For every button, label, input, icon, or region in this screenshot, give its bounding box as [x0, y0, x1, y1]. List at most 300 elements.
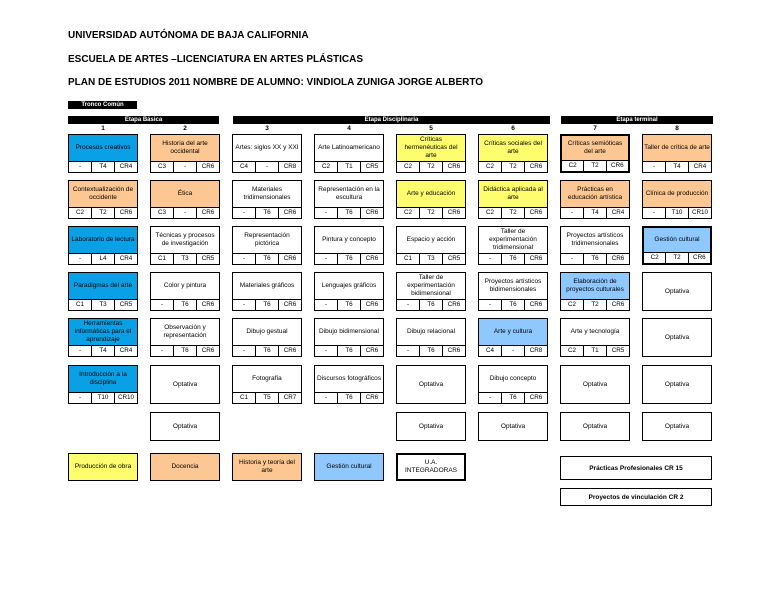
- course-cell: [396, 272, 466, 311]
- course-name: Fotografía: [252, 375, 282, 382]
- course-cell: [642, 412, 712, 441]
- course-name: Arte y tecnología: [570, 328, 620, 335]
- course-name: Historia del arte occidental: [162, 140, 208, 155]
- course-name: Color y pintura: [163, 282, 207, 289]
- course-code: CR6: [278, 346, 301, 356]
- course-name: Materiales gráficos: [239, 282, 295, 289]
- course-name: Paradigmas del arte: [73, 282, 133, 289]
- course-cell: [150, 134, 220, 173]
- course-codes: [233, 207, 301, 218]
- course-code: CR6: [524, 254, 547, 264]
- course-code: CR6: [442, 300, 465, 310]
- course-cell: [478, 272, 548, 311]
- course-code: CR6: [524, 208, 547, 218]
- course-code: CR8: [524, 346, 547, 356]
- course-name: Representación pictórica: [244, 232, 290, 247]
- course-name: Didáctica aplicada al arte: [483, 186, 543, 201]
- course-code: CR4: [606, 208, 629, 218]
- course-cell: [396, 180, 466, 219]
- course-codes: [233, 345, 301, 356]
- course-code: -: [324, 255, 328, 262]
- course-cell: [68, 134, 138, 173]
- course-cell: [314, 226, 384, 265]
- course-cell: [150, 453, 220, 481]
- course-code: C2: [568, 162, 577, 169]
- course-code: T1: [583, 346, 606, 356]
- course-codes: [69, 207, 137, 218]
- course-cell: [150, 412, 220, 441]
- course-code: -: [652, 209, 656, 216]
- course-name: Optativa: [664, 333, 690, 341]
- course-code: T6: [583, 254, 606, 264]
- course-code: CR4: [688, 162, 711, 172]
- course-code: -: [160, 301, 164, 308]
- course-code: T3: [91, 300, 114, 310]
- course-code: -: [242, 255, 246, 262]
- course-code: T2: [665, 253, 687, 263]
- course-code: T6: [255, 208, 278, 218]
- course-code: T6: [173, 300, 196, 310]
- course-name: Taller de experimentación tridimensional: [489, 228, 537, 251]
- course-codes: [479, 253, 547, 264]
- course-cell: [232, 180, 302, 219]
- course-code: T6: [173, 346, 196, 356]
- course-codes: [151, 253, 219, 264]
- course-cell: [478, 318, 548, 357]
- course-code: CR6: [196, 300, 219, 310]
- course-codes: [151, 299, 219, 310]
- course-codes: [69, 161, 137, 172]
- course-cell: [642, 365, 712, 404]
- course-code: CR6: [524, 162, 547, 172]
- course-code: CR7: [278, 393, 301, 403]
- course-cell: [68, 180, 138, 219]
- course-code: -: [570, 209, 574, 216]
- course-codes: [315, 345, 383, 356]
- course-code: CR4: [114, 254, 137, 264]
- course-cell: [150, 318, 220, 357]
- course-code: CR6: [278, 208, 301, 218]
- course-cell: [642, 272, 712, 311]
- column-number-8: 8: [675, 125, 679, 132]
- course-name: Procesos creativos: [75, 144, 131, 151]
- course-code: CR6: [360, 300, 383, 310]
- course-cell: [68, 453, 138, 481]
- course-code: CR4: [114, 346, 137, 356]
- course-name: Técnicas y procesos de investigación: [155, 232, 215, 247]
- course-name: Historia y teoría del arte: [239, 459, 295, 474]
- course-name: Optativa: [500, 422, 526, 430]
- course-code: C3: [157, 209, 167, 216]
- course-name: Optativa: [418, 380, 444, 388]
- university-title: UNIVERSIDAD AUTÓNOMA DE BAJA CALIFORNIA: [68, 30, 309, 41]
- course-code: C2: [485, 163, 495, 170]
- course-codes: [397, 253, 465, 264]
- plan-title: PLAN DE ESTUDIOS 2011 NOMBRE DE ALUMNO: VINDIOLA ZUNIGA JORGE ALBERTO: [68, 77, 484, 88]
- course-code: -: [78, 394, 82, 401]
- course-code: T6: [337, 254, 360, 264]
- course-cell: [150, 226, 220, 265]
- course-code: C3: [157, 163, 167, 170]
- column-number-2: 2: [183, 125, 187, 132]
- course-code: -: [78, 255, 82, 262]
- course-cell: [478, 365, 548, 404]
- course-codes: [397, 299, 465, 310]
- course-cell: [150, 180, 220, 219]
- course-code: T6: [419, 346, 442, 356]
- practicas-profesionales: Prácticas Profesionales CR 15: [560, 456, 712, 480]
- course-name: Ética: [177, 190, 193, 197]
- course-code: CR10: [114, 393, 137, 403]
- course-name: Dibujo gestual: [246, 328, 288, 335]
- course-cell: [642, 226, 712, 265]
- course-name: Introducción a la disciplina: [79, 371, 127, 386]
- course-code: -: [652, 163, 656, 170]
- course-name: Proyectos artísticos bidimensionales: [484, 278, 542, 293]
- course-codes: [479, 299, 547, 310]
- course-code: T6: [337, 300, 360, 310]
- course-codes: [479, 207, 547, 218]
- column-number-5: 5: [429, 125, 433, 132]
- course-codes: [562, 160, 628, 171]
- course-code: C2: [650, 254, 659, 261]
- course-code: CR4: [114, 162, 137, 172]
- course-code: C1: [157, 255, 167, 262]
- course-code: CR6: [606, 161, 628, 171]
- course-codes: [315, 207, 383, 218]
- course-cell: [314, 272, 384, 311]
- course-code: T2: [91, 208, 114, 218]
- course-codes: [397, 161, 465, 172]
- course-codes: [479, 161, 547, 172]
- course-codes: [233, 392, 301, 403]
- course-codes: [69, 299, 137, 310]
- course-name: Críticas sociales del arte: [484, 140, 542, 155]
- course-cell: [232, 226, 302, 265]
- column-number-1: 1: [101, 125, 105, 132]
- course-code: -: [173, 208, 196, 218]
- etapa-terminal-label: Etapa terminal: [561, 116, 713, 124]
- course-cell: [560, 134, 630, 173]
- course-code: T2: [419, 208, 442, 218]
- course-codes: [315, 253, 383, 264]
- course-cell: [396, 226, 466, 265]
- course-code: CR6: [606, 254, 629, 264]
- course-cell: [232, 134, 302, 173]
- course-name: Herramientas informáticas para el aprendizaje: [74, 320, 132, 343]
- column-number-3: 3: [265, 125, 269, 132]
- course-cell: [68, 365, 138, 404]
- course-code: C2: [75, 209, 85, 216]
- course-code: T6: [337, 346, 360, 356]
- course-name: Optativa: [664, 380, 690, 388]
- course-code: T6: [501, 254, 524, 264]
- proyectos-vinculacion: Proyectos de vinculación CR 2: [560, 488, 712, 506]
- course-codes: [151, 161, 219, 172]
- course-codes: [561, 253, 629, 264]
- course-cell: [150, 365, 220, 404]
- column-number-7: 7: [593, 125, 597, 132]
- course-codes: [397, 207, 465, 218]
- course-cell: [642, 318, 712, 357]
- course-name: Dibujo bidimensional: [319, 328, 379, 335]
- course-code: -: [78, 163, 82, 170]
- course-code: CR6: [196, 208, 219, 218]
- course-name: Docencia: [171, 463, 199, 470]
- course-name: Optativa: [582, 380, 608, 388]
- etapa-disciplinaria-label: Etapa Disciplinaria: [233, 116, 550, 124]
- course-code: CR6: [524, 393, 547, 403]
- course-name: Lenguajes gráficos: [321, 282, 377, 289]
- course-cell: [232, 318, 302, 357]
- course-name: Optativa: [418, 422, 444, 430]
- course-code: T10: [665, 208, 688, 218]
- course-name: Elaboración de proyectos culturales: [566, 278, 624, 293]
- course-code: T6: [419, 300, 442, 310]
- course-code: T3: [173, 254, 196, 264]
- course-cell: [478, 226, 548, 265]
- course-code: -: [242, 347, 246, 354]
- course-code: T6: [255, 346, 278, 356]
- course-code: CR10: [688, 208, 711, 218]
- course-cell: [560, 318, 630, 357]
- course-name: Optativa: [172, 422, 198, 430]
- course-code: -: [78, 347, 82, 354]
- course-code: CR6: [606, 300, 629, 310]
- course-name: Optativa: [172, 380, 198, 388]
- course-cell: [396, 134, 466, 173]
- course-name: Dibujo relacional: [406, 328, 456, 335]
- course-name: Espacio y acción: [406, 236, 456, 243]
- course-code: CR6: [278, 254, 301, 264]
- course-codes: [643, 207, 711, 218]
- course-name: Prácticas en educación artística: [567, 186, 623, 201]
- column-number-4: 4: [347, 125, 351, 132]
- course-name: Taller de experimentación bidimensional: [407, 274, 455, 297]
- course-code: CR6: [688, 253, 710, 263]
- course-codes: [479, 345, 547, 356]
- course-code: -: [488, 301, 492, 308]
- course-codes: [69, 253, 137, 264]
- course-code: CR5: [442, 254, 465, 264]
- course-name: Discursos fotográficos: [317, 375, 381, 382]
- course-cell: [314, 134, 384, 173]
- course-codes: [151, 207, 219, 218]
- course-code: C4: [239, 163, 249, 170]
- course-code: CR8: [278, 162, 301, 172]
- course-code: T5: [255, 393, 278, 403]
- course-name: Producción de obra: [74, 463, 132, 470]
- course-codes: [69, 345, 137, 356]
- course-codes: [151, 345, 219, 356]
- course-code: CR6: [196, 162, 219, 172]
- course-code: T2: [501, 208, 524, 218]
- course-cell: [68, 272, 138, 311]
- course-name: Materiales tridimensionales: [243, 186, 291, 201]
- course-cell: [68, 226, 138, 265]
- course-code: -: [255, 162, 278, 172]
- course-name: Representación en la escultura: [318, 186, 380, 201]
- course-name: Arte y educación: [406, 190, 456, 197]
- course-code: C2: [567, 347, 577, 354]
- course-code: CR5: [196, 254, 219, 264]
- course-code: -: [242, 301, 246, 308]
- course-code: CR6: [360, 346, 383, 356]
- course-codes: [315, 161, 383, 172]
- course-name: Optativa: [664, 422, 690, 430]
- course-codes: [315, 392, 383, 403]
- course-cell: [560, 365, 630, 404]
- course-name: Observación y representación: [163, 324, 207, 339]
- course-codes: [479, 392, 547, 403]
- course-name: Gestión cultural: [326, 463, 372, 470]
- course-cell: [642, 134, 712, 173]
- course-code: CR5: [114, 300, 137, 310]
- course-cell: [232, 365, 302, 404]
- course-code: C1: [403, 255, 413, 262]
- course-code: T10: [91, 393, 114, 403]
- course-code: T6: [255, 254, 278, 264]
- course-code: CR6: [360, 254, 383, 264]
- course-cell: [396, 453, 466, 481]
- course-name: Taller de crítica de arte: [644, 144, 710, 151]
- course-code: C2: [403, 163, 413, 170]
- course-code: CR6: [442, 208, 465, 218]
- course-cell: [314, 318, 384, 357]
- course-name: Artes: siglos XX y XXI: [235, 144, 299, 151]
- course-cell: [314, 453, 384, 481]
- course-code: -: [406, 347, 410, 354]
- course-name: Dibujo concepto: [489, 375, 537, 382]
- school-title: ESCUELA DE ARTES –LICENCIATURA EN ARTES PLÁSTICAS: [68, 54, 364, 65]
- course-code: CR6: [360, 393, 383, 403]
- course-codes: [69, 392, 137, 403]
- course-cell: [232, 272, 302, 311]
- course-cell: [478, 134, 548, 173]
- course-name: U.A. INTEGRADORAS: [404, 459, 457, 474]
- course-code: T3: [419, 254, 442, 264]
- course-code: -: [324, 301, 328, 308]
- course-cell: [150, 272, 220, 311]
- course-code: T4: [665, 162, 688, 172]
- course-code: -: [406, 301, 410, 308]
- course-cell: [396, 365, 466, 404]
- etapa-basica-label: Etapa Básica: [68, 116, 219, 124]
- course-code: -: [501, 346, 524, 356]
- course-code: C2: [485, 209, 495, 216]
- course-codes: [561, 345, 629, 356]
- course-name: Proyectos artísticos tridimensionales: [566, 232, 624, 247]
- course-code: T2: [419, 162, 442, 172]
- course-code: -: [160, 347, 164, 354]
- course-name: Críticas hermenéuticas del arte: [404, 136, 458, 159]
- course-codes: [561, 299, 629, 310]
- tronco-comun-label: Tronco Común: [68, 101, 137, 109]
- course-code: CR6: [196, 346, 219, 356]
- course-codes: [561, 207, 629, 218]
- course-code: -: [488, 394, 492, 401]
- course-code: -: [324, 347, 328, 354]
- course-code: T4: [91, 162, 114, 172]
- course-code: -: [242, 209, 246, 216]
- course-code: C1: [75, 301, 85, 308]
- course-name: Arte y cultura: [493, 328, 533, 335]
- course-code: T4: [583, 208, 606, 218]
- course-code: CR6: [278, 300, 301, 310]
- course-cell: [68, 318, 138, 357]
- course-name: Arte Latinoamericano: [318, 144, 380, 151]
- course-codes: [644, 252, 710, 263]
- course-cell: [396, 412, 466, 441]
- course-codes: [643, 161, 711, 172]
- course-code: T2: [583, 161, 605, 171]
- course-name: Laboratorio de lectura: [71, 236, 135, 243]
- course-cell: [642, 180, 712, 219]
- course-code: -: [324, 209, 328, 216]
- course-code: CR6: [442, 346, 465, 356]
- course-codes: [397, 345, 465, 356]
- course-cell: [396, 318, 466, 357]
- course-code: CR5: [606, 346, 629, 356]
- course-code: T6: [255, 300, 278, 310]
- course-codes: [315, 299, 383, 310]
- course-cell: [560, 272, 630, 311]
- course-cell: [478, 180, 548, 219]
- course-cell: [560, 412, 630, 441]
- course-cell: [314, 180, 384, 219]
- course-code: T6: [501, 300, 524, 310]
- course-code: C2: [567, 301, 577, 308]
- course-name: Críticas semióticas del arte: [567, 140, 623, 155]
- course-code: L4: [91, 254, 114, 264]
- course-code: T6: [337, 393, 360, 403]
- course-name: Optativa: [582, 422, 608, 430]
- course-code: -: [570, 255, 574, 262]
- course-name: Gestión cultural: [654, 236, 700, 243]
- course-code: CR6: [114, 208, 137, 218]
- course-code: -: [488, 255, 492, 262]
- course-name: Contextualización de occidente: [72, 186, 134, 201]
- course-code: CR6: [442, 162, 465, 172]
- course-code: CR6: [360, 208, 383, 218]
- course-codes: [233, 253, 301, 264]
- course-code: -: [324, 394, 328, 401]
- course-code: T2: [501, 162, 524, 172]
- course-code: T6: [501, 393, 524, 403]
- course-code: T4: [91, 346, 114, 356]
- course-code: -: [173, 162, 196, 172]
- course-code: C4: [485, 347, 495, 354]
- course-code: C1: [239, 394, 249, 401]
- course-name: Clínica de producción: [645, 190, 709, 197]
- course-cell: [560, 226, 630, 265]
- course-code: C2: [321, 163, 331, 170]
- course-cell: [232, 453, 302, 481]
- course-code: CR5: [360, 162, 383, 172]
- course-codes: [233, 299, 301, 310]
- course-code: CR6: [524, 300, 547, 310]
- course-cell: [314, 365, 384, 404]
- course-name: Pintura y concepto: [322, 236, 376, 243]
- course-code: T1: [337, 162, 360, 172]
- course-name: Optativa: [664, 287, 690, 295]
- course-cell: [560, 180, 630, 219]
- course-code: T6: [337, 208, 360, 218]
- course-cell: [478, 412, 548, 441]
- column-number-6: 6: [511, 125, 515, 132]
- course-code: C2: [403, 209, 413, 216]
- course-code: T2: [583, 300, 606, 310]
